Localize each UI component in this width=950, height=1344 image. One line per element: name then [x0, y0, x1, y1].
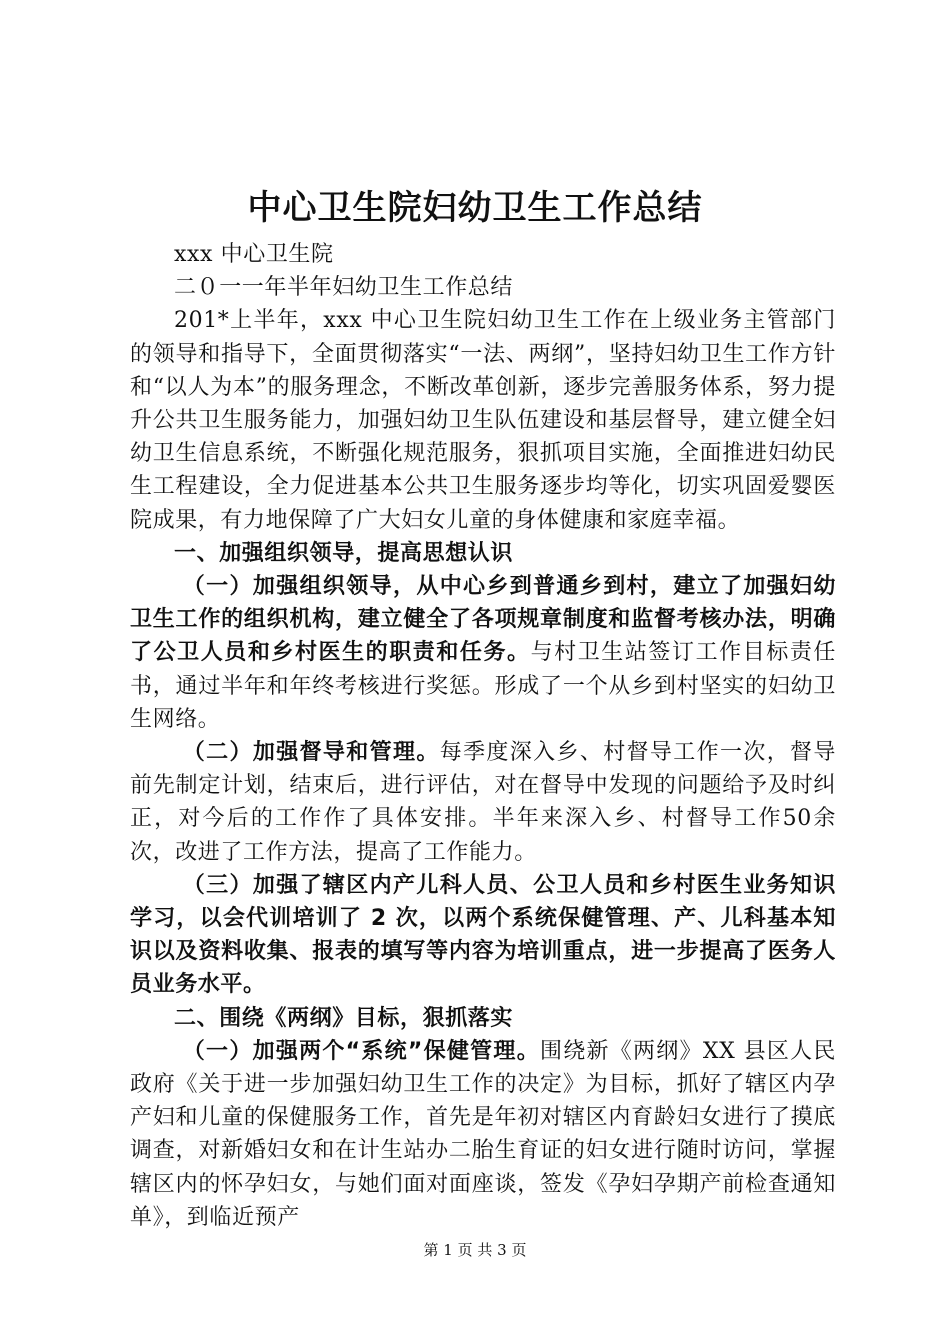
paragraph-rest: 与村卫生站签订工作目标责任书，通过半年和年终考核进行奖惩。形成了一个从乡到村坚实的妇幼卫生网络。: [130, 640, 836, 732]
document-title: 中心卫生院妇幼卫生工作总结: [247, 188, 703, 228]
document-body: [130, 238, 836, 1234]
section1-paragraph-2: [130, 736, 836, 869]
org-line: xxx 中心卫生院: [174, 242, 334, 267]
paragraph-lead: （二）加强督导和管理。: [182, 740, 440, 766]
paragraph-rest: 围绕新《两纲》XX 县区人民政府《关于进一步加强妇幼卫生工作的决定》为目标，抓好了辖区内孕产妇和儿童的保健服务工作，首先是年初对辖区内育龄妇女进行了摸底调查，对新婚妇女和在计生站办二胎生育证的妇女进行随时访问，掌握辖区内的怀孕妇女，与她们面对面座谈，签发《孕妇孕期产前检查通知单》，到临近预产: [130, 1038, 837, 1230]
section-heading-2: 二、围绕《两纲》目标，狠抓落实: [174, 1005, 514, 1031]
intro-paragraph: 201*上半年，xxx 中心卫生院妇幼卫生工作在上级业务主管部门的领导和指导下，全面贯彻落实“一法、两纲”，坚持妇幼卫生工作方针和“以人为本”的服务理念，不断改革创新，逐步完善服务体系，努力提升公共卫生服务能力，加强妇幼卫生队伍建设和基层督导，建立健全妇幼卫生信息系统，不断强化规范服务，狠抓项目实施，全面推进妇幼民生工程建设，全力促进基本公共卫生服务逐步均等化，切实巩固爱婴医院成果，有力地保障了广大妇女儿童的身体健康和家庭幸福。: [130, 308, 836, 533]
paragraph-lead: （一）加强组织领导，从中心乡到普通乡到村，建立了加强妇幼卫生工作的组织机构，建立健全了各项规章制度和监督考核办法，明确了公卫人员和乡村医生的职责和任务。: [130, 574, 836, 666]
section1-paragraph-3: （三）加强了辖区内产儿科人员、公卫人员和乡村医生业务知识学习，以会代训培训了 2 次，以两个系统保健管理、产、儿科基本知识以及资料收集、报表的填写等内容为培训重点，进一步提高了医务人员业务水平。: [130, 872, 836, 998]
paragraph-rest: 每季度深入乡、村督导工作一次，督导前先制定计划，结束后，进行评估，对在督导中发现的问题给予及时纠正，对今后的工作作了具体安排。半年来深入乡、村督导工作50余次，改进了工作方法，提高了工作能力。: [130, 740, 837, 865]
paragraph-lead: （一）加强两个“系统”保健管理。: [182, 1038, 540, 1064]
section2-paragraph-1: [130, 1035, 836, 1234]
section-heading-1: 一、加强组织领导，提高思想认识: [174, 540, 514, 566]
section1-paragraph-1: [130, 570, 836, 736]
subtitle-line: 二０一一年半年妇幼卫生工作总结: [174, 275, 514, 301]
page-footer: 第 1 页 共 3 页: [423, 1241, 527, 1259]
